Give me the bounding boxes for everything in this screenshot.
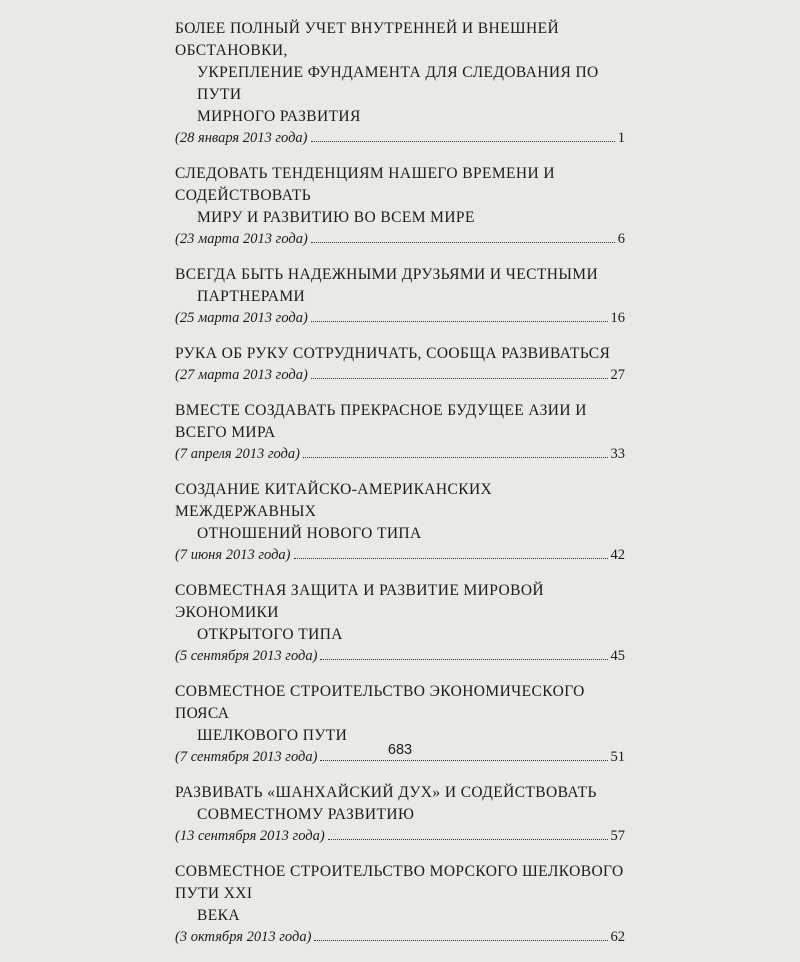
toc-entry-title xyxy=(175,861,625,927)
dot-leader xyxy=(311,321,608,322)
toc-entry-title xyxy=(175,163,625,229)
toc-entry-page: 33 xyxy=(610,446,625,462)
toc-title-line: ОТКРЫТОГО ТИПА xyxy=(197,626,343,643)
toc-dateline xyxy=(175,927,625,947)
toc-entry-title xyxy=(175,580,625,646)
toc-title-line: СОВМЕСТНОЕ СТРОИТЕЛЬСТВО МОРСКОГО ШЕЛКОВОГО ПУТИ XXI xyxy=(175,863,624,902)
toc-entry xyxy=(175,861,625,947)
dot-leader xyxy=(294,558,608,559)
toc-entry-page: 57 xyxy=(610,828,625,844)
toc-dateline xyxy=(175,646,625,666)
toc-entry-date: (3 октября 2013 года) xyxy=(175,929,312,945)
dot-leader xyxy=(320,659,607,660)
toc-entry-date: (23 марта 2013 года) xyxy=(175,231,308,247)
table-of-contents xyxy=(175,18,625,962)
toc-entry-page: 16 xyxy=(610,310,625,326)
toc-entry-date: (5 сентября 2013 года) xyxy=(175,648,318,664)
toc-dateline xyxy=(175,229,625,249)
toc-title-line: ВЕКА xyxy=(197,907,240,924)
toc-entry xyxy=(175,479,625,565)
toc-title-line: ОТНОШЕНИЙ НОВОГО ТИПА xyxy=(197,525,422,542)
toc-entry xyxy=(175,343,625,385)
toc-entry-date: (7 июня 2013 года) xyxy=(175,547,291,563)
toc-entry-date: (25 марта 2013 года) xyxy=(175,310,308,326)
toc-title-line: СОВМЕСТНОЕ СТРОИТЕЛЬСТВО ЭКОНОМИЧЕСКОГО ПОЯСА xyxy=(175,683,585,722)
toc-entry-page: 62 xyxy=(610,929,625,945)
dot-leader xyxy=(311,141,615,142)
toc-entry-title xyxy=(175,681,625,747)
toc-title-line: СОВМЕСТНОМУ РАЗВИТИЮ xyxy=(197,806,415,823)
toc-title-line: МИРУ И РАЗВИТИЮ ВО ВСЕМ МИРЕ xyxy=(197,209,475,226)
page-number: 683 xyxy=(387,742,413,758)
toc-dateline xyxy=(175,308,625,328)
toc-title-line: РАЗВИВАТЬ «ШАНХАЙСКИЙ ДУХ» И СОДЕЙСТВОВАТЬ xyxy=(175,784,597,801)
toc-title-line: ШЕЛКОВОГО ПУТИ xyxy=(197,727,348,744)
toc-title-line: ПАРТНЕРАМИ xyxy=(197,288,306,305)
toc-dateline xyxy=(175,444,625,464)
toc-title-line: СОВМЕСТНАЯ ЗАЩИТА И РАЗВИТИЕ МИРОВОЙ ЭКОНОМИКИ xyxy=(175,582,545,621)
toc-dateline xyxy=(175,365,625,385)
toc-entry-date: (28 января 2013 года) xyxy=(175,130,308,146)
dot-leader xyxy=(311,242,615,243)
toc-entry-date: (7 сентября 2013 года) xyxy=(175,749,318,765)
toc-entry xyxy=(175,580,625,666)
toc-entry-date: (13 сентября 2013 года) xyxy=(175,828,325,844)
toc-entry xyxy=(175,264,625,328)
toc-entry-title xyxy=(175,400,625,444)
toc-entry-date: (27 марта 2013 года) xyxy=(175,367,308,383)
toc-title-line: ВСЕГДА БЫТЬ НАДЕЖНЫМИ ДРУЗЬЯМИ И ЧЕСТНЫМИ xyxy=(175,266,599,283)
toc-entry-title xyxy=(175,343,625,365)
toc-title-line: СЛЕДОВАТЬ ТЕНДЕНЦИЯМ НАШЕГО ВРЕМЕНИ И СОДЕЙСТВОВАТЬ xyxy=(175,165,555,204)
toc-dateline xyxy=(175,128,625,148)
toc-entry-page: 1 xyxy=(617,130,625,146)
toc-entry-title xyxy=(175,479,625,545)
toc-entry-page: 6 xyxy=(617,231,625,247)
toc-title-line: РУКА ОБ РУКУ СОТРУДНИЧАТЬ, СООБЩА РАЗВИВАТЬСЯ xyxy=(175,345,611,362)
toc-entry-title xyxy=(175,264,625,308)
toc-title-line: БОЛЕЕ ПОЛНЫЙ УЧЕТ ВНУТРЕННЕЙ И ВНЕШНЕЙ ОБСТАНОВКИ, xyxy=(175,20,560,59)
toc-title-line: СОЗДАНИЕ КИТАЙСКО-АМЕРИКАНСКИХ МЕЖДЕРЖАВНЫХ xyxy=(175,481,493,520)
toc-dateline xyxy=(175,545,625,565)
toc-entry-date: (7 апреля 2013 года) xyxy=(175,446,300,462)
toc-dateline xyxy=(175,826,625,846)
toc-entry xyxy=(175,18,625,148)
toc-entry xyxy=(175,163,625,249)
dot-leader xyxy=(311,378,608,379)
toc-title-line: МИРНОГО РАЗВИТИЯ xyxy=(197,108,361,125)
toc-entry-page: 45 xyxy=(610,648,625,664)
dot-leader xyxy=(328,839,608,840)
toc-entry-title xyxy=(175,18,625,128)
toc-entry xyxy=(175,782,625,846)
dot-leader xyxy=(320,760,607,761)
dot-leader xyxy=(303,457,608,458)
toc-entry-page: 42 xyxy=(610,547,625,563)
toc-entry-page: 51 xyxy=(610,749,625,765)
dot-leader xyxy=(314,940,607,941)
toc-title-line: ВМЕСТЕ СОЗДАВАТЬ ПРЕКРАСНОЕ БУДУЩЕЕ АЗИИ И ВСЕГО МИРА xyxy=(175,402,587,441)
toc-entry-page: 27 xyxy=(610,367,625,383)
toc-entry xyxy=(175,400,625,464)
toc-title-line: УКРЕПЛЕНИЕ ФУНДАМЕНТА ДЛЯ СЛЕДОВАНИЯ ПО ПУТИ xyxy=(197,64,599,103)
toc-entry-title xyxy=(175,782,625,826)
